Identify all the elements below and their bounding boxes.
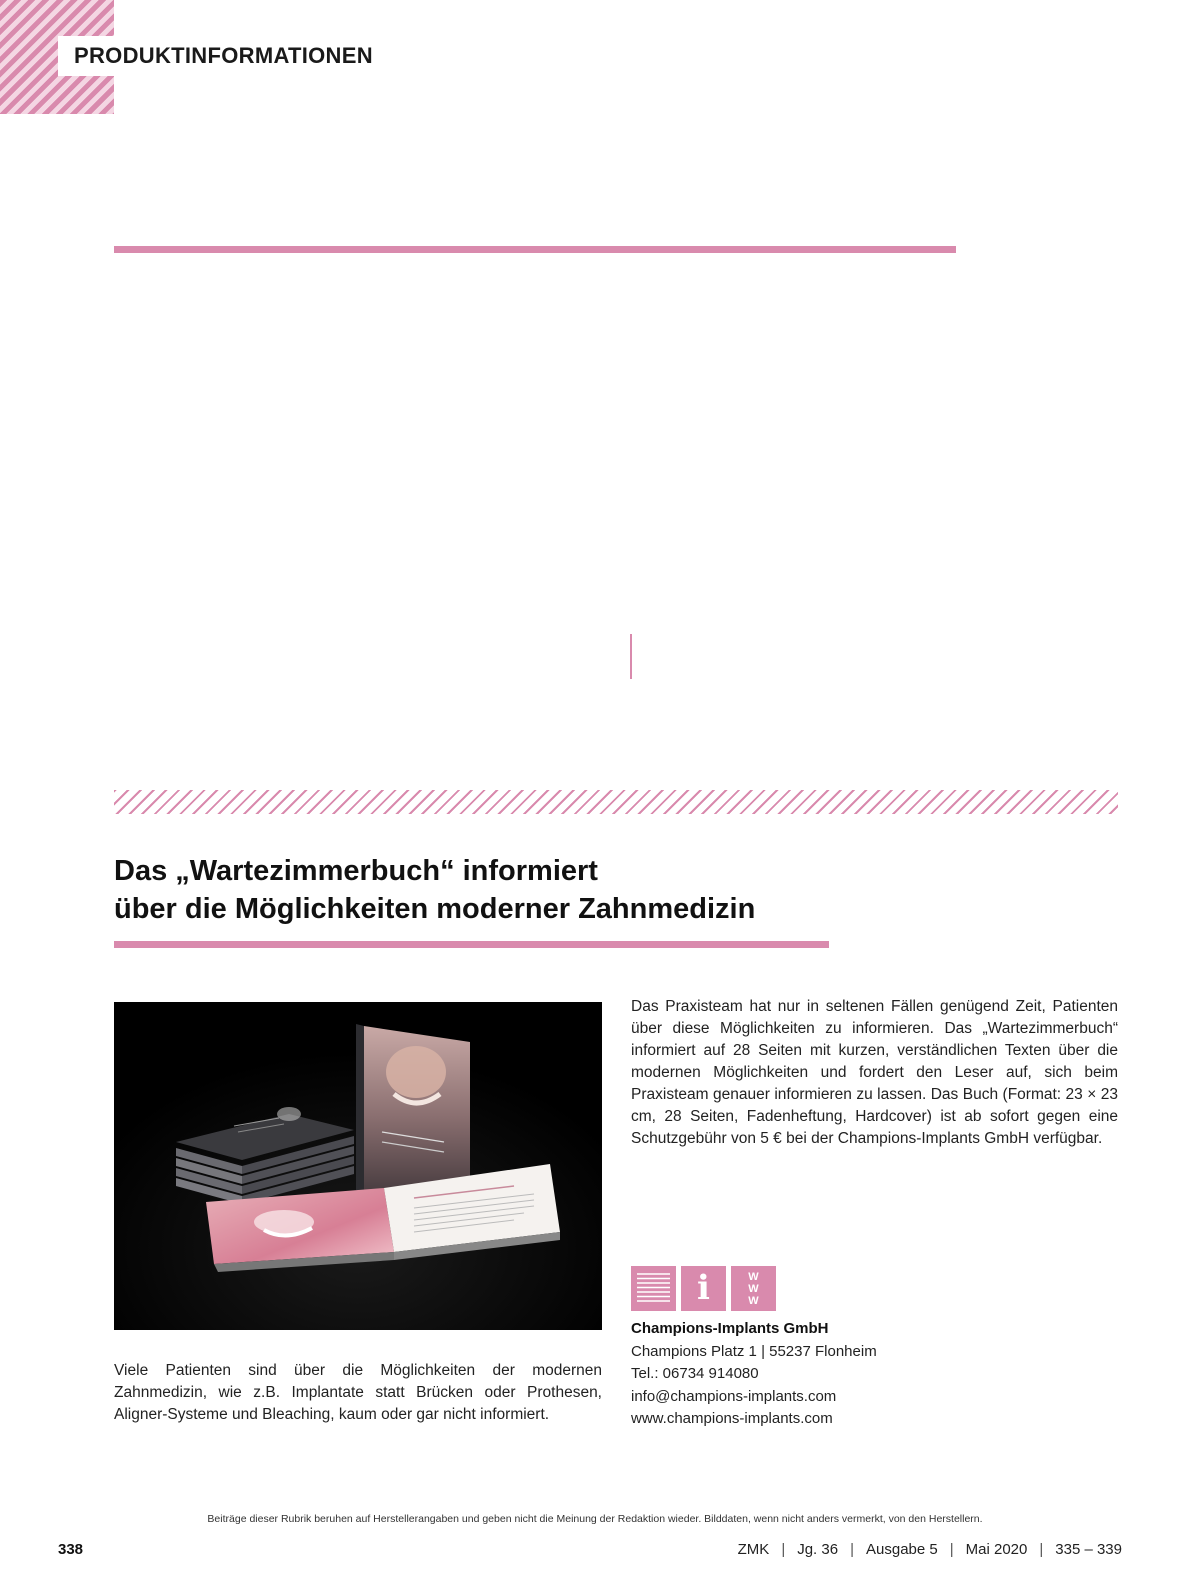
contact-block (631, 1318, 1111, 1431)
company-phone: Tel.: 06734 914080 (631, 1365, 759, 1382)
www-letter: W (748, 1294, 759, 1307)
text-lines-icon (631, 1266, 676, 1311)
article-body: Das Praxisteam hat nur in seltenen Fällen genügend Zeit, Patienten über diese Möglichkeiten zu informieren. Das „Wartezimmerbuch“ informiert auf 28 Seiten mit kurzen, verständlichen Texten über die modernen Möglichkeiten und fordert den Leser auf, sich beim Praxisteam genauer informieren zu lassen. Das Buch (Format: 23 × 23 cm, 28 Seiten, Fadenheftung, Hardcover) ist ab sofort gegen eine Schutzgebühr von 5 € bei der Champions-Implants GmbH verfügbar. (631, 998, 1118, 1147)
journal-date: Mai 2020 (965, 1541, 1028, 1558)
top-accent-rule (114, 246, 956, 253)
disclaimer-footnote: Beiträge dieser Rubrik beruhen auf Herstellerangaben und geben nicht die Meinung der Redaktion wieder. Bilddaten, wenn nicht anders vermerkt, von den Herstellern. (207, 1513, 983, 1525)
company-address: Champions Platz 1 | 55237 Flonheim (631, 1342, 877, 1360)
company-email[interactable]: info@champions-implants.com (631, 1387, 837, 1405)
journal-name: ZMK (737, 1541, 770, 1558)
article-title-line-2: über die Möglichkeiten moderner Zahnmedizin (114, 893, 756, 925)
separator: | (949, 1541, 954, 1558)
section-label: PRODUKTINFORMATIONEN (58, 36, 389, 76)
separator: | (781, 1541, 786, 1558)
separator: | (1039, 1541, 1044, 1558)
accent-vertical-bar (630, 634, 632, 679)
journal-volume: Jg. 36 (797, 1541, 839, 1558)
www-letter: W (748, 1282, 759, 1295)
product-photo (114, 1002, 602, 1330)
company-name: Champions-Implants GmbH (631, 1320, 829, 1337)
info-icon (681, 1266, 726, 1311)
separator: | (850, 1541, 854, 1558)
company-website[interactable]: www.champions-implants.com (631, 1410, 833, 1427)
article-title-line-1: Das „Wartezimmerbuch“ informiert (114, 855, 598, 887)
journal-pages: 335 – 339 (1055, 1541, 1122, 1558)
article-title (114, 852, 874, 928)
www-icon (731, 1266, 776, 1311)
info-icon-letter: i (697, 1268, 710, 1308)
journal-issue: Ausgabe 5 (866, 1541, 938, 1558)
photo-caption: Viele Patienten sind über die Möglichkeiten der modernen Zahnmedizin, wie z.B. Implantate statt Brücken oder Prothesen, Aligner-Systeme und Bleaching, kaum oder gar nicht informiert. (114, 1362, 602, 1423)
www-letter: W (748, 1270, 759, 1283)
hatched-divider (114, 790, 1118, 814)
page-number: 338 (58, 1541, 84, 1558)
book-illustration (114, 1002, 602, 1330)
title-underline (114, 941, 829, 948)
journal-reference (738, 1541, 1122, 1558)
contact-icons (631, 1266, 776, 1311)
